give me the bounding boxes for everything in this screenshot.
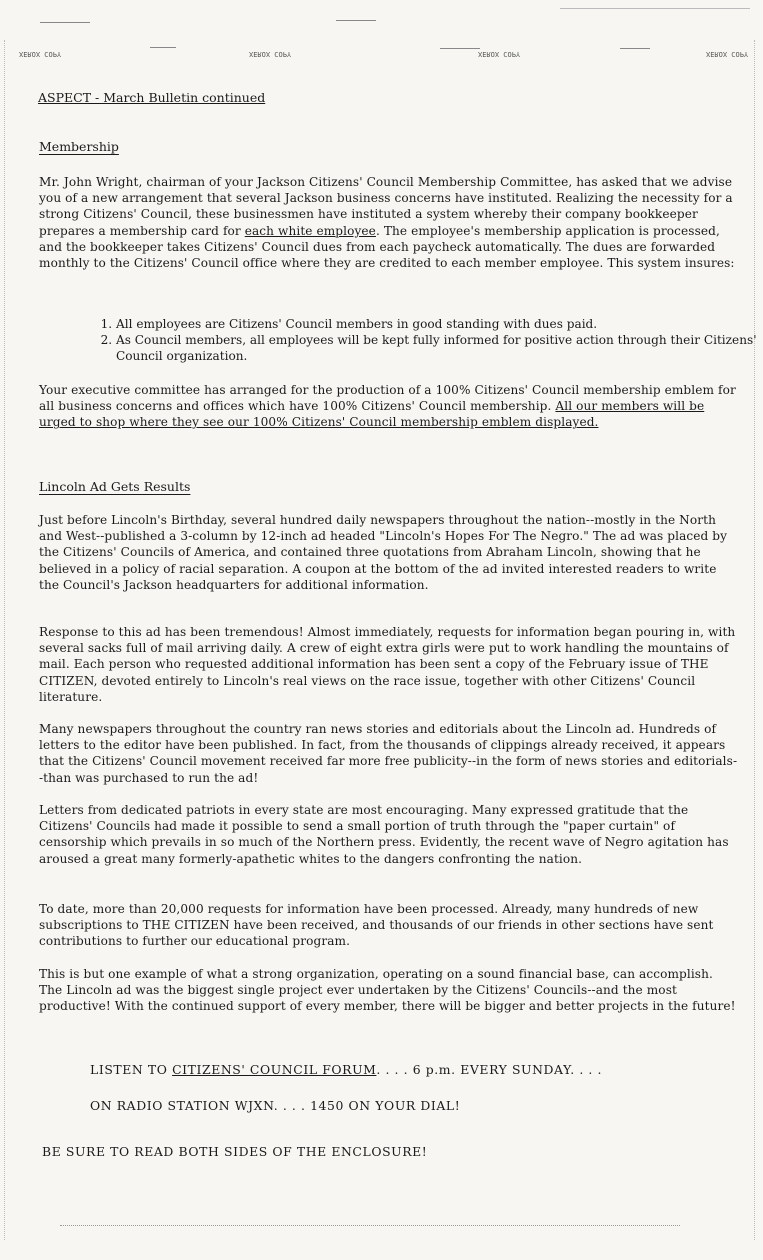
lincoln-paragraph-3: Many newspapers throughout the country ran news stories and editorials about the Lincoln ad. Hundreds of letters to the editor have been published. In fact, from the thousands of clippings already received, it appears that the Citizens' Council movement received far more free publicity--in the form of news stories and editorials--than was purchased to run the ad!: [39, 722, 738, 785]
lincoln-paragraph-4: Letters from dedicated patriots in every state are most encouraging. Many expressed gratitude that the Citizens' Councils had made it possible to send a small portion of truth through the "paper curtain" of censorship which prevails in so much of the Northern press. Evidently, the recent wave of Negro agitation has aroused a great many formerly-apathetic whites to the dangers confronting the nation.: [39, 803, 729, 866]
copy-edge: [754, 40, 755, 1240]
list-item: 1. All employees are Citizens' Council members in good standing with dues paid.: [116, 316, 763, 332]
copy-mark: [440, 48, 480, 49]
enclosure-line: BE SURE TO READ BOTH SIDES OF THE ENCLOSURE!: [42, 1144, 428, 1159]
lincoln-paragraph-2: Response to this ad has been tremendous! Almost immediately, requests for information began pouring in, with several sacks full of mail arriving daily. A crew of eight extra girls were put to work handling the mountains of mail. Each person who requested additional information has been sent a copy of the February issue of THE CITIZEN, devoted entirely to Lincoln's real views on the race issue, together with other Citizens' Council literature.: [39, 625, 736, 704]
copy-edge: [60, 1225, 680, 1226]
copy-mark: [560, 8, 750, 9]
copy-mark: [150, 47, 176, 48]
copy-mark: [40, 22, 90, 23]
xerox-stamp: XEROX COPY: [19, 50, 62, 58]
lincoln-heading: Lincoln Ad Gets Results: [39, 479, 191, 494]
bulletin-header: ASPECT - March Bulletin continued: [38, 90, 266, 105]
list-item: 2. As Council members, all employees will be kept fully informed for positive action through their Citizens' Council organization.: [116, 332, 763, 364]
emblem-paragraph: Your executive committee has arranged for the production of a 100% Citizens' Council membership emblem for all business concerns and offices which have 100% Citizens' Council membership. All our members will be urged to shop where they see our 100% Citizens' Council membership emblem displayed.: [39, 383, 736, 430]
lincoln-paragraph-6: This is but one example of what a strong organization, operating on a sound financial base, can accomplish. The Lincoln ad was the biggest single project ever undertaken by the Citizens' Councils--and the most productive! With the continued support of every member, there will be bigger and better projects in the future!: [39, 967, 736, 1014]
copy-mark: [620, 48, 650, 49]
xerox-stamp: XEROX COPY: [478, 50, 521, 58]
benefits-list: [74, 316, 763, 365]
membership-heading: Membership: [39, 139, 119, 154]
radio-forum-line: LISTEN TO CITIZENS' COUNCIL FORUM. . . . 6 p.m. EVERY SUNDAY. . . .: [90, 1062, 603, 1077]
xerox-stamp: XEROX COPY: [249, 50, 292, 58]
copy-edge: [4, 40, 5, 1240]
lincoln-paragraph-5: To date, more than 20,000 requests for information have been processed. Already, many hundreds of new subscriptions to THE CITIZEN have been received, and thousands of our friends in other sections have sent contributions to further our educational program.: [39, 902, 714, 949]
copy-mark: [336, 20, 376, 21]
radio-station-line: ON RADIO STATION WJXN. . . . 1450 ON YOUR DIAL!: [90, 1098, 461, 1113]
xerox-stamp: XEROX COPY: [706, 50, 749, 58]
lincoln-paragraph-1: Just before Lincoln's Birthday, several hundred daily newspapers throughout the nation--mostly in the North and West--published a 3-column by 12-inch ad headed "Lincoln's Hopes For The Negro." The ad was placed by the Citizens' Councils of America, and contained three quotations from Abraham Lincoln, showing that he believed in a policy of racial separation. A coupon at the bottom of the ad invited interested readers to write the Council's Jackson headquarters for additional information.: [39, 513, 728, 592]
membership-intro: Mr. John Wright, chairman of your Jackson Citizens' Council Membership Committee, has asked that we advise you of a new arrangement that several Jackson business concerns have instituted. Realizing the necessity for a strong Citizens' Council, these businessmen have instituted a system whereby their company bookkeeper prepares a membership card for each white employee. The employee's membership application is processed, and the bookkeeper takes Citizens' Council dues from each paycheck automatically. The dues are forwarded monthly to the Citizens' Council office where they are credited to each member employee. This system insures:: [39, 175, 735, 271]
